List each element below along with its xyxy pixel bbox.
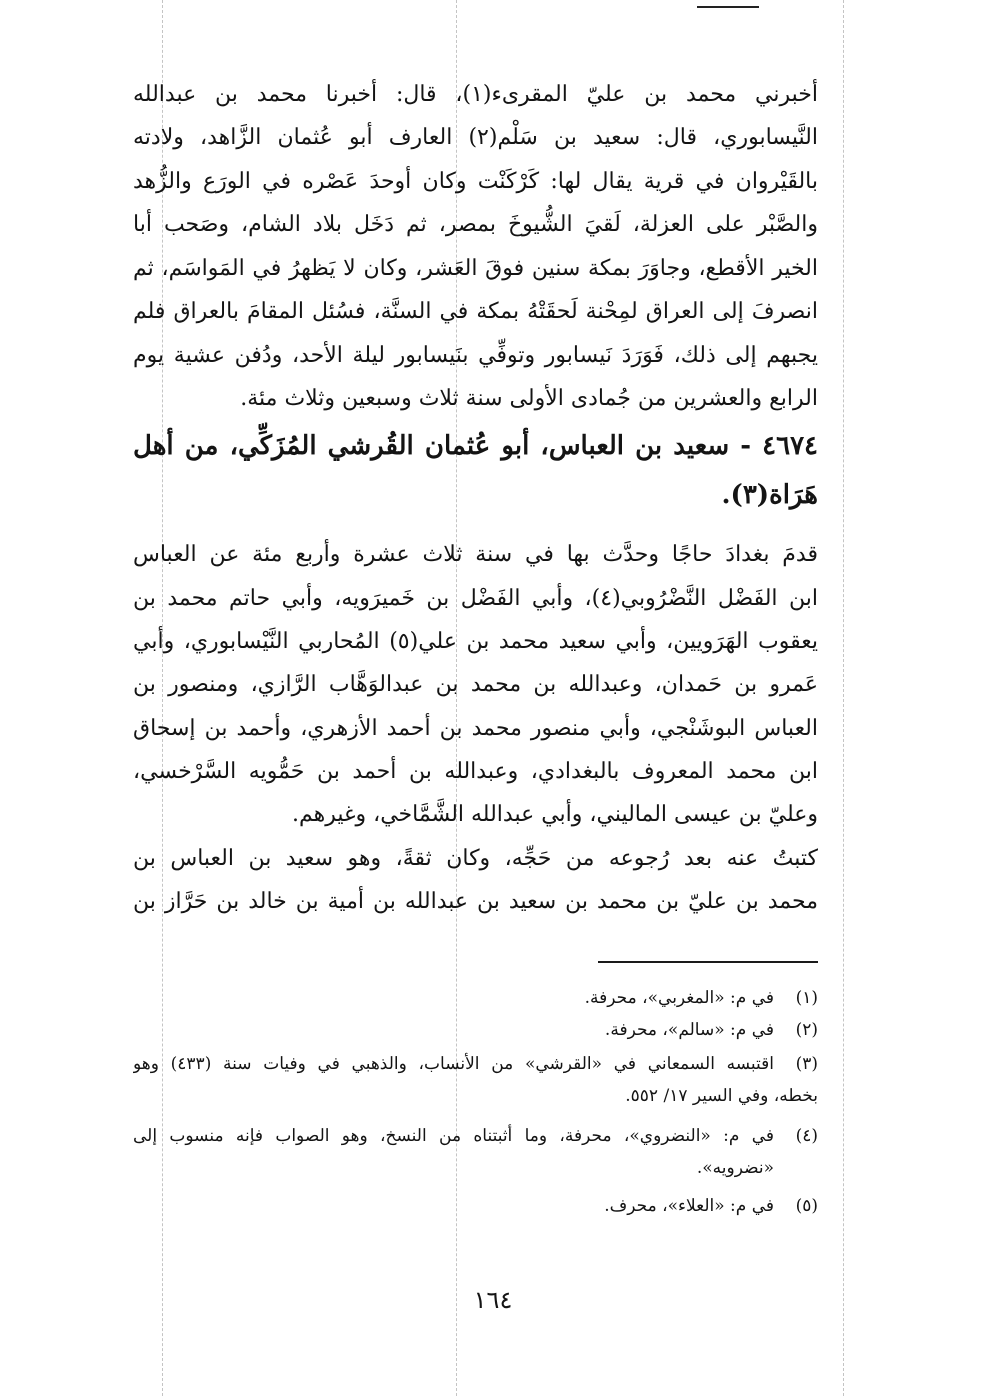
footnote-1 bbox=[133, 982, 818, 1014]
footnote-5 bbox=[133, 1190, 818, 1222]
footnote-text: في م: «سالم»، محرفة. bbox=[604, 1020, 774, 1040]
body-line: العباس البوشَنْجي، وأبي منصور محمد بن أحمد الأزهري، وأحمد بن إسحاق bbox=[133, 716, 818, 741]
footnote-number: (٤) bbox=[795, 1126, 818, 1146]
footnote-number: (١) bbox=[795, 988, 818, 1008]
body-line: يجبهم إلى ذلك، فَوَرَدَ نَيسابور وتوفِّي بنَيسابور ليلة الأحد، ودُفن عشية يوم bbox=[133, 343, 818, 368]
body-line: انصرفَ إلى العراق لمِحْنة لَحقَتْهُ بمكة في السنَّة، فسُئل المقامَ بالعراق فلم bbox=[133, 299, 818, 324]
body-line: أخبرني محمد بن عليّ المقرىء(١)، قال: أخبرنا محمد بن عبدالله bbox=[133, 82, 818, 107]
footnote-number: (٢) bbox=[795, 1020, 818, 1040]
footnote-text: في م: «العلاء»، محرف. bbox=[604, 1196, 774, 1216]
body-line: والصَّبْر على العزلة، لَقيَ الشُّيوخَ بمصر، ثم دَخَل بلاد الشام، وصَحب أبا bbox=[133, 212, 818, 237]
body-line: عَمرو بن حَمدان، وعبدالله بن محمد بن عبدالوَهَّاب الرَّازي، ومنصور بن bbox=[133, 672, 818, 697]
body-line: الخير الأقطع، وجاوَرَ بمكة سنين فوقَ العَشر، وكان لا يَظهرُ في المَواسَم، ثم bbox=[133, 256, 818, 281]
footnote-text: «نضرويه». bbox=[696, 1158, 774, 1178]
footnote-text: اقتبسه السمعاني في «القرشي» من الأنساب، والذهبي في وفيات سنة (٤٣٣) وهو bbox=[133, 1054, 774, 1074]
body-line: بالقَيْروان في قرية يقال لها: كَرْكَنْت وكان أوحدَ عَصْره في الورَع والزُّهد bbox=[133, 169, 818, 194]
footnote-4 bbox=[133, 1120, 818, 1184]
footnote-separator bbox=[598, 961, 818, 963]
footnote-text: في م: «المغربي»، محرفة. bbox=[584, 988, 774, 1008]
body-line: يعقوب الهَرَويين، وأبي سعيد محمد بن علي(٥) المُحاربي النَّيْسابوري، وأبي bbox=[133, 629, 818, 654]
footnote-2 bbox=[133, 1014, 818, 1046]
footnote-number: (٥) bbox=[795, 1196, 818, 1216]
entry-heading-line: هَرَاة(٣). bbox=[721, 480, 818, 510]
footnote-number: (٣) bbox=[795, 1054, 818, 1074]
body-line: الرابع والعشرين من جُمادى الأولى سنة ثلاث وسبعين وثلاث مئة. bbox=[240, 386, 818, 411]
footnote-text: في م: «النضروي»، محرفة، وما أثبتناه من النسخ، وهو الصواب فإنه منسوب إلى bbox=[133, 1126, 774, 1146]
footnote-text: بخطه، وفي السير ١٧/ ٥٥٢. bbox=[625, 1086, 818, 1106]
body-line: ابن محمد المعروف بالبغدادي، وعبدالله بن أحمد بن حَمُّويه السَّرْخسي، bbox=[133, 759, 818, 784]
body-line: وعليّ بن عيسى الماليني، وأبي عبدالله الشَّمَّاخي، وغيرهم. bbox=[291, 802, 818, 827]
body-line: ابن الفَضْل النَّضْرُوبي(٤)، وأبي الفَضْل بن خَميرَويه، وأبي حاتم محمد بن bbox=[133, 586, 818, 611]
body-line: كتبتُ عنه بعد رُجوعه من حَجِّه، وكان ثقةً، وهو سعيد بن العباس بن bbox=[133, 846, 818, 871]
body-line: محمد بن عليّ بن محمد بن سعيد بن عبدالله بن أمية بن خالد بن حَرَّاز بن bbox=[133, 889, 818, 914]
top-rule bbox=[697, 6, 759, 8]
body-line: قدمَ بغدادَ حاجًا وحدَّث بها في سنة ثلاث عشرة وأربع مئة عن العباس bbox=[133, 542, 818, 567]
page-number: ١٦٤ bbox=[473, 1286, 513, 1314]
entry-heading-line: ٤٦٧٤ - سعيد بن العباس، أبو عُثمان القُرشي المُزَكِّي، من أهل bbox=[133, 431, 818, 461]
footnote-3 bbox=[133, 1048, 818, 1112]
scan-artifact-line bbox=[843, 0, 844, 1396]
body-line: النَّيسابوري، قال: سعيد بن سَلْم(٢) العارف أبو عُثمان الزَّاهد، ولادته bbox=[133, 125, 818, 150]
